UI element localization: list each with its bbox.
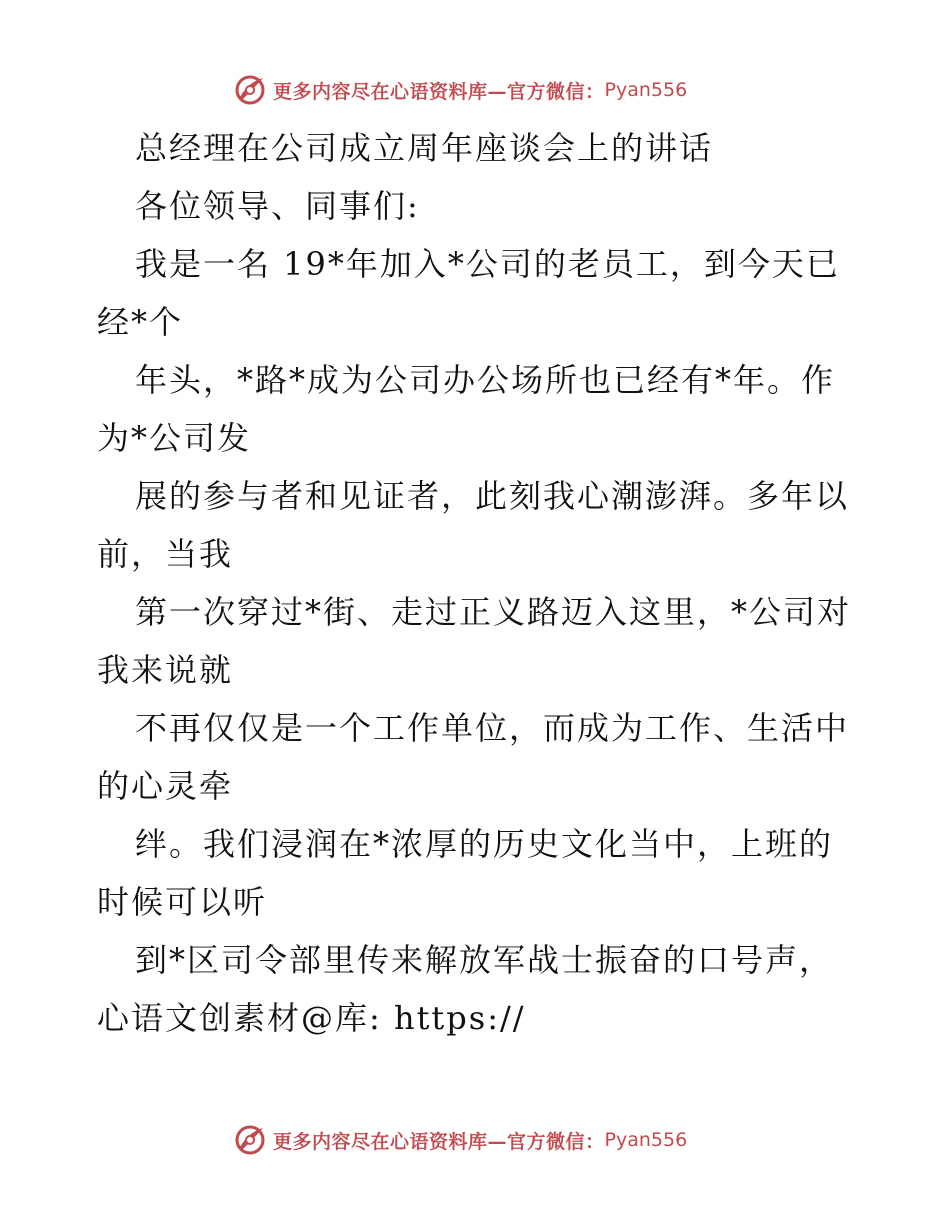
banner-text: 更多内容尽在心语资料库—官方微信： — [273, 80, 605, 103]
document-title: 总经理在公司成立周年座谈会上的讲话 — [135, 129, 714, 167]
red-brush-logo-icon — [233, 1123, 267, 1157]
footer-banner — [0, 1120, 950, 1160]
paragraph-line: 的心灵牵 — [97, 767, 234, 805]
paragraph-line: 到*区司令部里传来解放军战士振奋的口号声， — [135, 941, 834, 979]
paragraph-line: 前，当我 — [97, 535, 234, 573]
paragraph-line: 不再仅仅是一个工作单位，而成为工作、生活中 — [135, 709, 850, 747]
red-brush-logo-icon — [233, 73, 267, 107]
paragraph-line: 第一次穿过*街、走过正义路迈入这里，*公司对 — [135, 593, 852, 631]
banner-text: 更多内容尽在心语资料库—官方微信： — [273, 1130, 605, 1153]
paragraph-line: 时候可以听 — [97, 883, 268, 921]
paragraph-line: 绊。我们浸润在*浓厚的历史文化当中，上班的 — [135, 825, 834, 863]
paragraph-line: 年头，*路*成为公司办公场所也已经有*年。作 — [135, 361, 836, 399]
banner-wechat-id: Pyan556 — [604, 79, 688, 101]
banner-wechat-id: Pyan556 — [604, 1129, 688, 1151]
salutation: 各位领导、同事们: — [135, 187, 420, 225]
paragraph-line: 我来说就 — [97, 651, 234, 689]
paragraph-line: 展的参与者和见证者，此刻我心潮澎湃。多年以 — [135, 477, 850, 515]
paragraph-line: 为*公司发 — [97, 419, 252, 457]
source-line: 心语文创素材@库: https:// — [97, 999, 526, 1037]
paragraph-line: 我是一名 19*年加入*公司的老员工，到今天已 — [135, 245, 840, 283]
header-banner — [0, 70, 950, 110]
paragraph-line: 经*个 — [97, 303, 184, 341]
